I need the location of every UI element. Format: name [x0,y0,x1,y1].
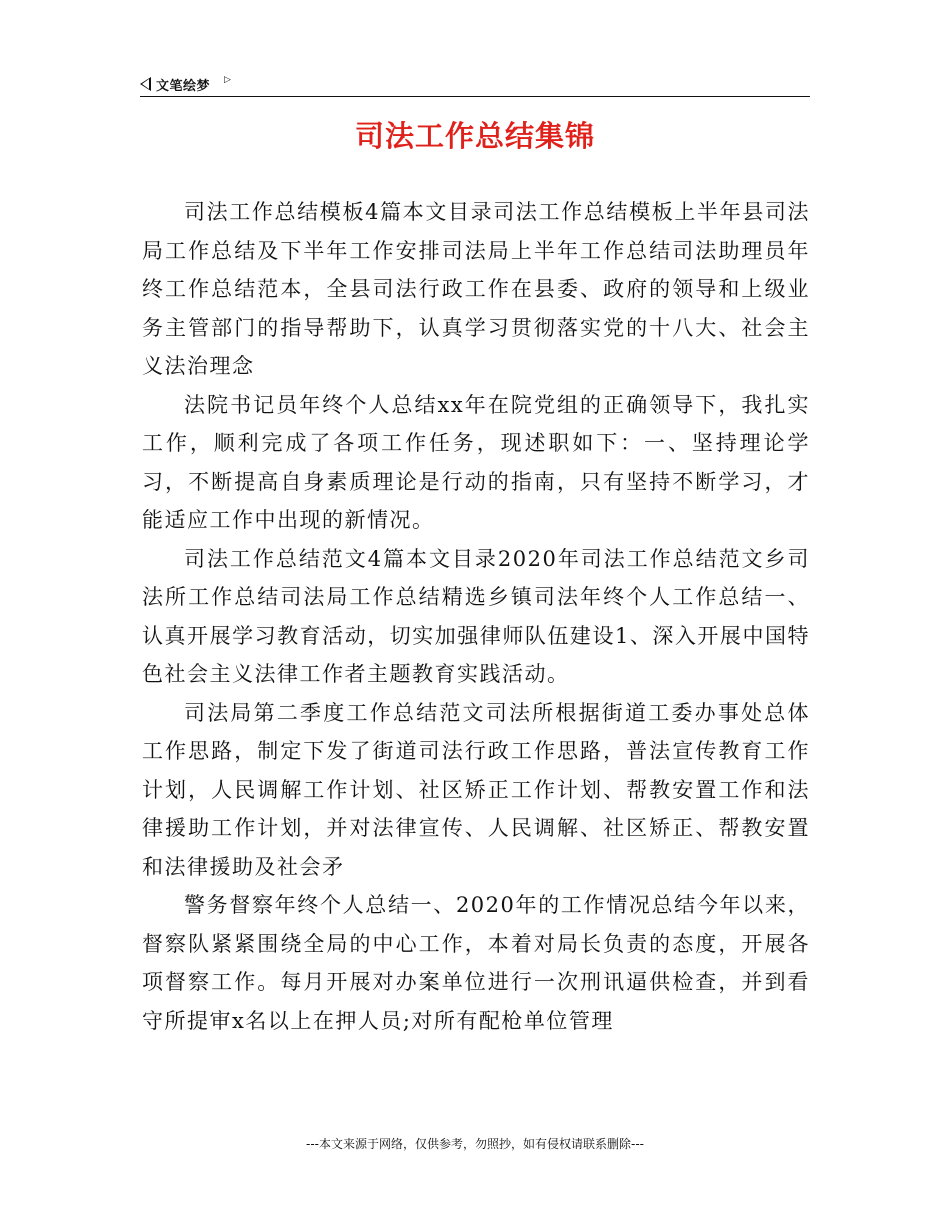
paragraph-4: 司法局第二季度工作总结范文司法所根据街道工委办事处总体工作思路，制定下发了街道司法行政工作思路，普法宣传教育工作计划，人民调解工作计划、社区矫正工作计划、帮教安置工作和法律援助工作计划，并对法律宣传、人民调解、社区矫正、帮教安置和法律援助及社会矛 [142,700,810,879]
page-footer-disclaimer: ---本文来源于网络，仅供参考，勿照抄，如有侵权请联系删除--- [306,1137,644,1151]
triangle-left-icon [140,77,151,91]
paragraph-1: 司法工作总结模板4篇本文目录司法工作总结模板上半年县司法局工作总结及下半年工作安排司法局上半年工作总结司法助理员年终工作总结范本，全县司法行政工作在县委、政府的领导和上级业务主管部门的指导帮助下，认真学习贯彻落实党的十八大、社会主义法治理念 [142,200,810,378]
paragraph-5: 警务督察年终个人总结一、2020年的工作情况总结今年以来，督察队紧紧围绕全局的中心工作，本着对局长负责的态度，开展各项督察工作。每月开展对办案单位进行一次刑讯逼供检查，并到看守所提审x名以上在押人员;对所有配枪单位管理 [142,893,810,1033]
triangle-right-icon: ▷ [224,75,231,85]
page-header [140,72,810,97]
paragraph-3: 司法工作总结范文4篇本文目录2020年司法工作总结范文乡司法所工作总结司法局工作总结精选乡镇司法年终个人工作总结一、认真开展学习教育活动，切实加强律师队伍建设1、深入开展中国特色社会主义法律工作者主题教育实践活动。 [142,546,810,686]
document-title: 司法工作总结集锦 [354,119,595,153]
paragraph-2: 法院书记员年终个人总结xx年在院党组的正确领导下，我扎实工作，顺利完成了各项工作任务，现述职如下：一、坚持理论学习，不断提高自身素质理论是行动的指南，只有坚持不断学习，才能适应工作中出现的新情况。 [142,392,810,532]
brand-name: 文笔绘梦 [156,78,211,94]
document-body [142,193,810,1040]
